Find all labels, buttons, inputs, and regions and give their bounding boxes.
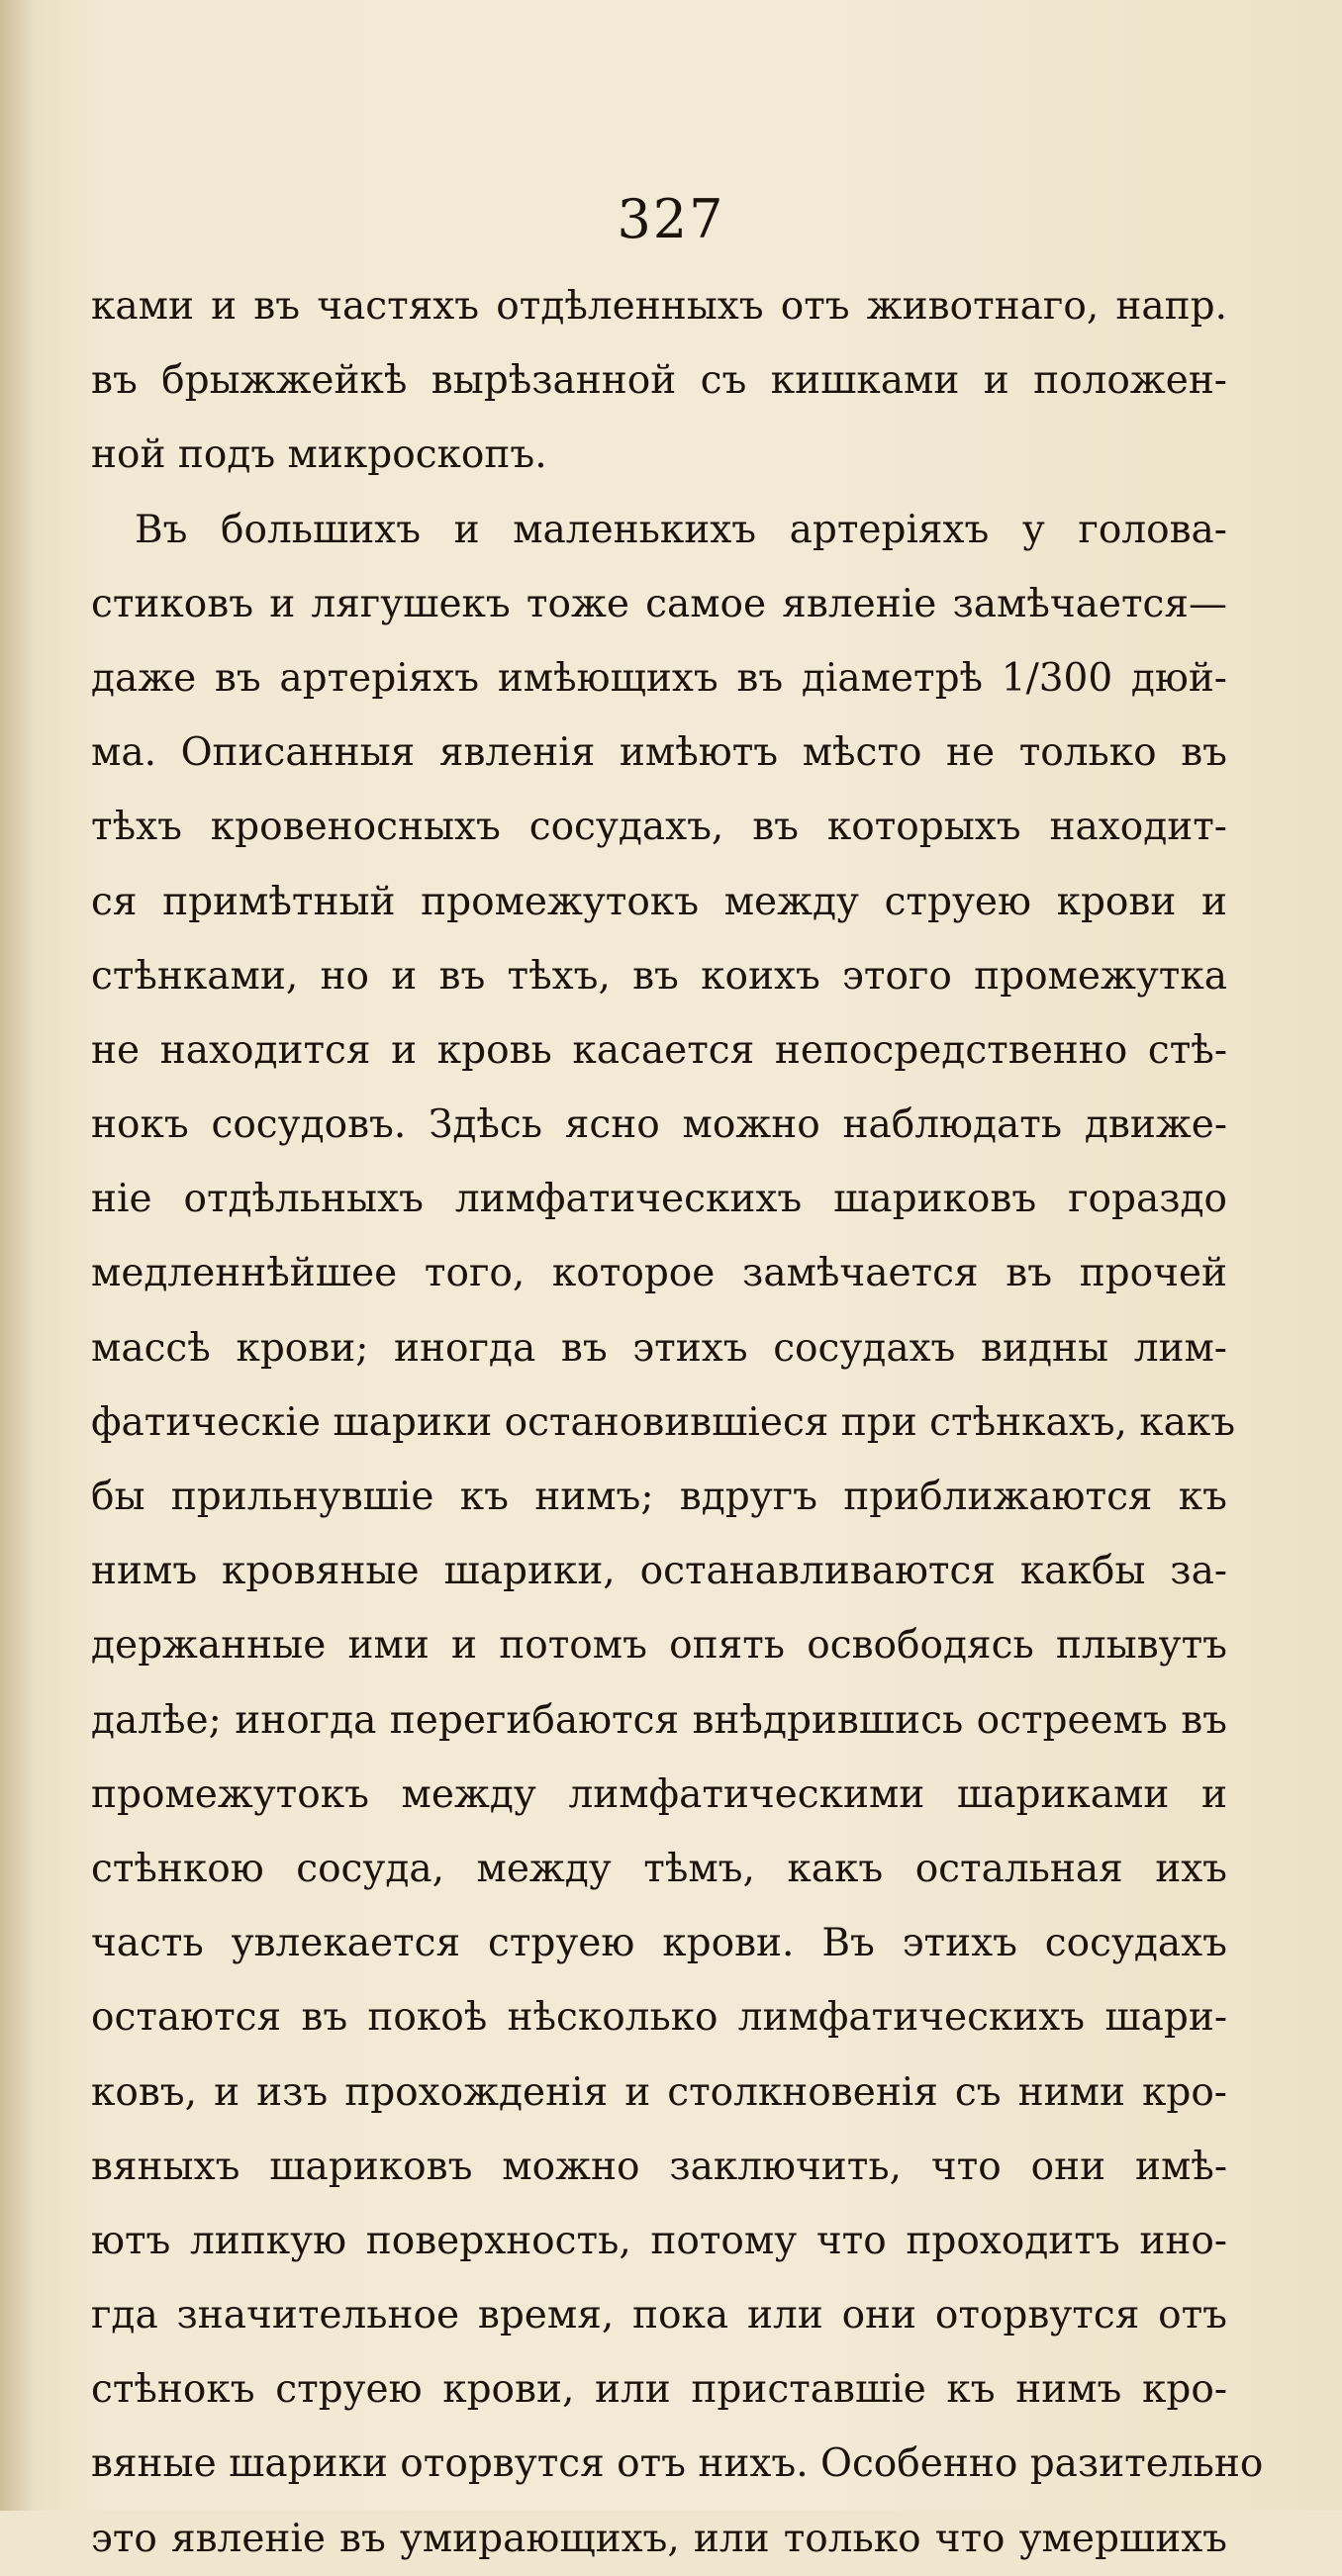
text-line: ками и въ частяхъ отдѣленныхъ отъ животнаго, напр. [91, 284, 1227, 329]
text-line: вяные шарики оторвутся отъ нихъ. Особенно разительно [91, 2441, 1264, 2487]
text-line: нокъ сосудовъ. Здѣсь ясно можно наблюдать движе- [91, 1102, 1227, 1148]
text-line: стиковъ и лягушекъ тоже самое явленіе замѣчается— [91, 581, 1227, 626]
text-line: бы прильнувшіе къ нимъ; вдругъ приближаются къ [91, 1475, 1227, 1519]
text-line: нимъ кровяные шарики, останавливаются какбы за- [91, 1549, 1227, 1594]
text-line: ма. Описанныя явленія имѣютъ мѣсто не только въ [91, 730, 1227, 776]
text-line: остаются въ покоѣ нѣсколько лимфатическихъ шари- [91, 1995, 1227, 2041]
text-line: далѣе; иногда перегибаются внѣдрившись остреемъ въ [91, 1697, 1227, 1743]
text-line: фатическіе шарики остановившіеся при стѣнкахъ, какъ [91, 1399, 1236, 1445]
body-text [91, 269, 1264, 2576]
text-line: даже въ артеріяхъ имѣющихъ въ діаметрѣ 1/300 дюй- [91, 655, 1227, 701]
text-line: тѣхъ кровеносныхъ сосудахъ, въ которыхъ находит- [91, 805, 1227, 850]
text-line: медленнѣйшее того, которое замѣчается въ прочей [91, 1251, 1227, 1296]
spine-shadow [0, 0, 34, 2511]
page-number: 327 [617, 188, 725, 250]
text-line: ніе отдѣльныхъ лимфатическихъ шариковъ гораздо [91, 1177, 1227, 1222]
text-line: ковъ, и изъ прохожденія и столкновенія съ ними кро- [91, 2069, 1227, 2115]
text-line: Въ большихъ и маленькихъ артеріяхъ у голова- [135, 507, 1227, 552]
text-line: ся примѣтный промежутокъ между струею крови и [91, 879, 1227, 924]
text-line: стѣнокъ струею крови, или приставшіе къ нимъ кро- [91, 2367, 1227, 2413]
text-line: держанные ими и потомъ опять освободясь плывутъ [91, 1623, 1227, 1669]
text-line: вяныхъ шариковъ можно заключить, что они имѣ- [91, 2144, 1227, 2189]
text-line: ной подъ микроскопъ. [91, 432, 547, 478]
text-line: гда значительное время, пока или они оторвутся отъ [91, 2293, 1227, 2338]
text-line: стѣнкою сосуда, между тѣмъ, какъ остальная ихъ [91, 1846, 1227, 1891]
text-line: массѣ крови; иногда въ этихъ сосудахъ видны лим- [91, 1325, 1227, 1371]
text-line: въ брыжжейкѣ вырѣзанной съ кишками и положен- [91, 358, 1227, 404]
text-line: промежутокъ между лимфатическими шариками и [91, 1771, 1227, 1817]
text-line: часть увлекается струею крови. Въ этихъ сосудахъ [91, 1921, 1227, 1966]
text-line: это явленіе въ умирающихъ, или только что умершихъ [91, 2516, 1227, 2561]
text-line: ютъ липкую поверхность, потому что проходитъ ино- [91, 2218, 1227, 2263]
text-line: стѣнками, но и въ тѣхъ, въ коихъ этого промежутка [91, 953, 1227, 999]
text-line: не находится и кровь касается непосредственно стѣ- [91, 1027, 1227, 1073]
